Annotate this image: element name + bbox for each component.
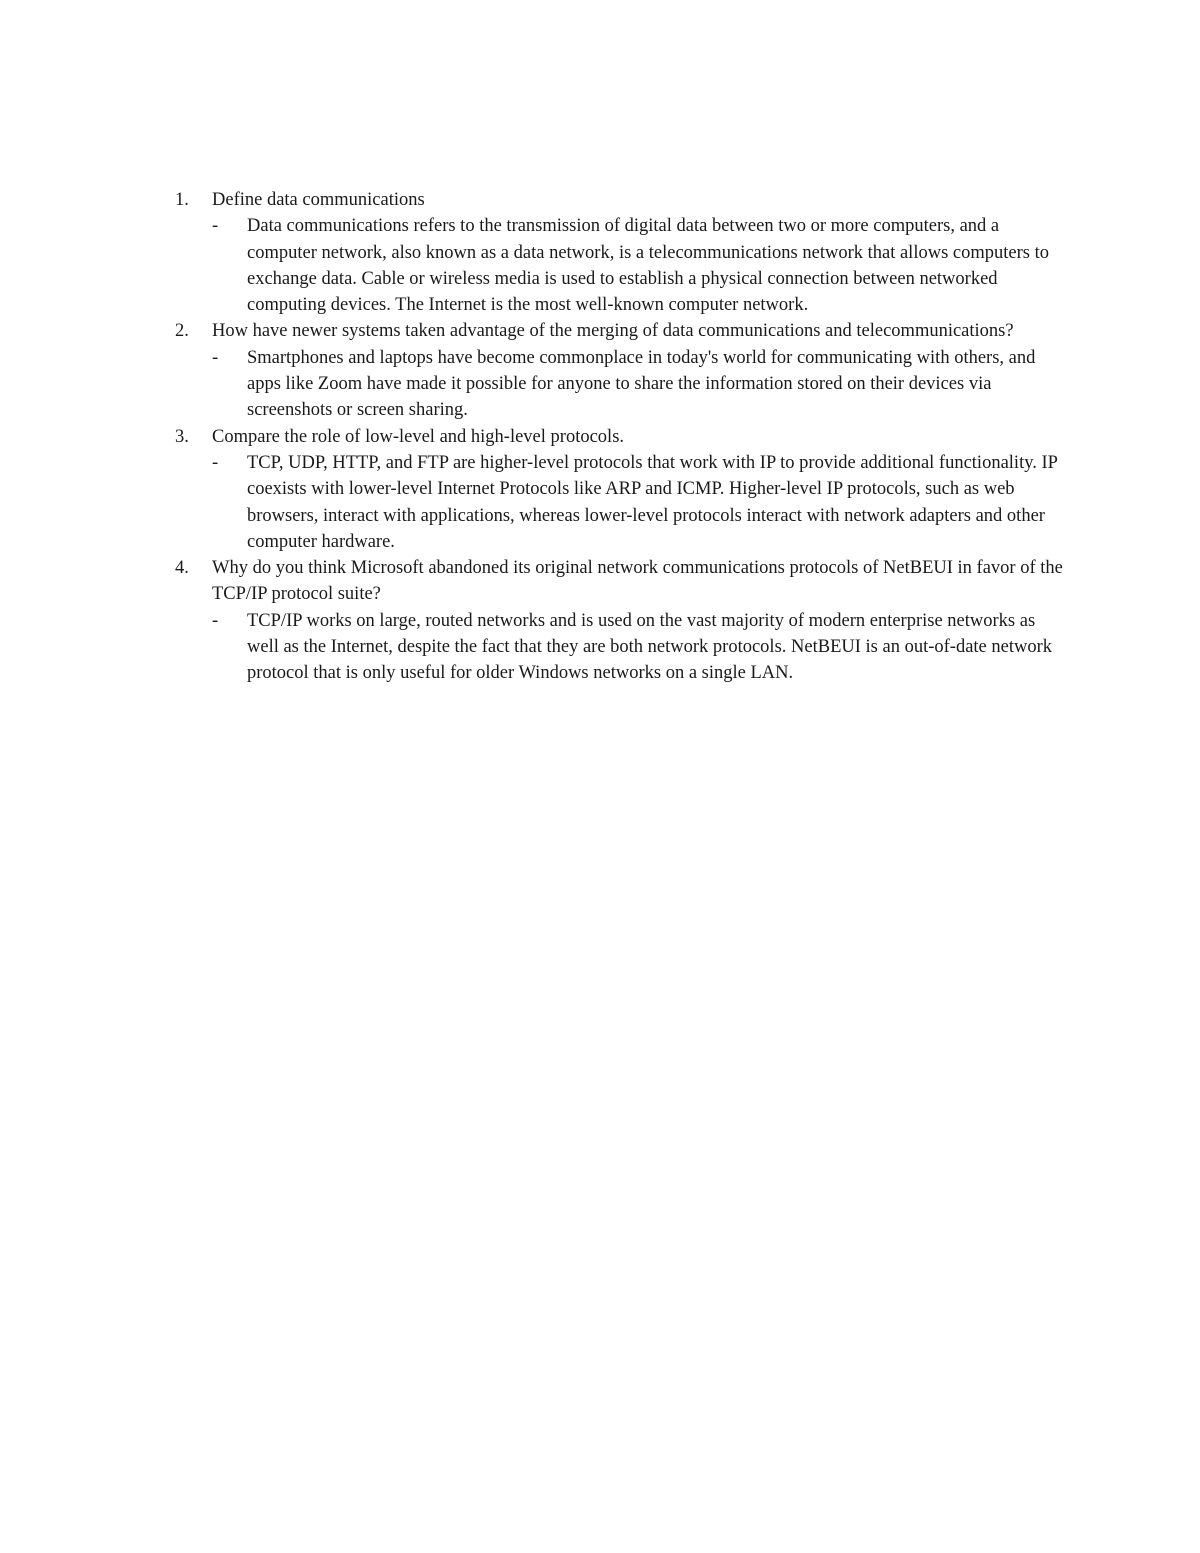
question-row xyxy=(170,187,1070,213)
answer-row xyxy=(170,345,1070,424)
answer-text: TCP/IP works on large, routed networks and is used on the vast majority of modern enterprise networks as well as the Internet, despite the fact that they are both network protocols. NetBEUI is an out-of-date network protocol that is only useful for older Windows networks on a single LAN. xyxy=(247,610,1053,684)
answer-bullet: - xyxy=(212,610,219,631)
answer-bullet: - xyxy=(212,347,219,368)
answer-bullet: - xyxy=(212,216,219,237)
question-text: How have newer systems taken advantage of the merging of data communications and telecommunications? xyxy=(212,321,1014,342)
list-item xyxy=(170,424,1070,555)
list-item xyxy=(170,555,1070,686)
answer-text: Data communications refers to the transmission of digital data between two or more computers, and a computer network, also known as a data network, is a telecommunications network that allows computers to exchange data. Cable or wireless media is used to establish a physical connection between networked computing devices. The Internet is the most well-known computer network. xyxy=(247,216,1049,316)
question-number: 2. xyxy=(175,321,189,342)
question-number: 4. xyxy=(175,558,189,579)
list-item xyxy=(170,318,1070,423)
question-row xyxy=(170,424,1070,450)
question-number: 3. xyxy=(175,426,189,447)
question-text: Compare the role of low-level and high-level protocols. xyxy=(212,426,625,447)
answer-row xyxy=(170,608,1070,687)
question-number: 1. xyxy=(175,190,189,210)
answer-bullet: - xyxy=(212,452,219,473)
list-item xyxy=(170,187,1070,318)
question-text: Why do you think Microsoft abandoned its original network communications protocols of NetBEUI in favor of the TCP/IP protocol suite? xyxy=(212,558,1063,605)
answer-row xyxy=(170,450,1070,555)
answer-text: Smartphones and laptops have become commonplace in today's world for communicating with others, and apps like Zoom have made it possible for anyone to share the information stored on their devices via screenshots or screen sharing. xyxy=(247,347,1036,421)
question-row xyxy=(170,318,1070,344)
question-list xyxy=(170,187,1070,687)
question-text: Define data communications xyxy=(212,190,425,210)
answer-text: TCP, UDP, HTTP, and FTP are higher-level protocols that work with IP to provide additional functionality. IP coexists with lower-level Internet Protocols like ARP and ICMP. Higher-level IP protocols, such as web browsers, interact with applications, whereas lower-level protocols interact with network adapters and other computer hardware. xyxy=(247,452,1058,552)
question-row xyxy=(170,555,1070,608)
answer-row xyxy=(170,213,1070,318)
